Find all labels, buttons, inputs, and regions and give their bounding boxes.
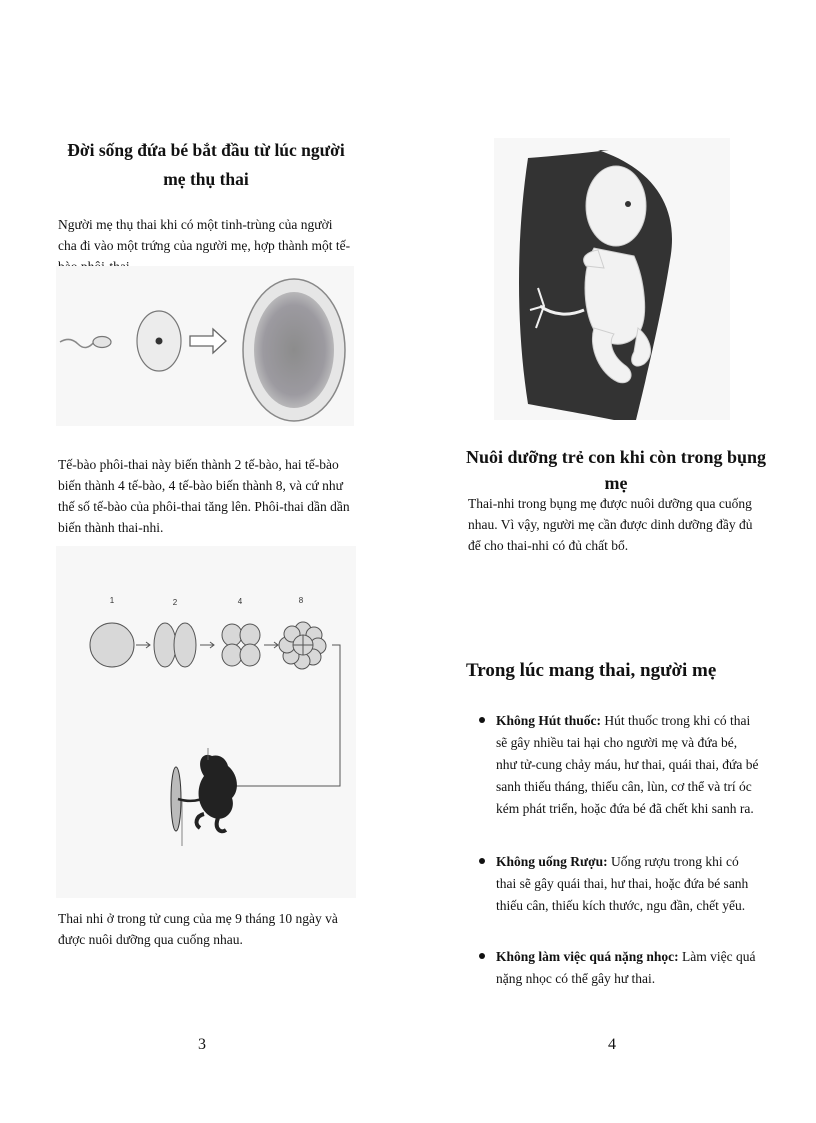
list-item (474, 710, 760, 820)
bullet-icon (479, 717, 485, 723)
division-label-1: 1 (109, 596, 115, 605)
page-number-right: 4 (608, 1036, 616, 1053)
bullet-label: Không uống Rượu: (496, 854, 608, 869)
fetus-caption: Thai nhi ở trong tử cung của mẹ 9 tháng 10 ngày và được nuôi dưỡng qua cuống nhau. (58, 911, 338, 947)
list-item (474, 946, 760, 990)
egg-cell-icon (137, 311, 181, 371)
bullet-text: Làm việc quá nặng nhọc có thể gây hư thai. (496, 949, 756, 986)
bullet-label: Không Hút thuốc: (496, 713, 602, 728)
bullet-text: Hút thuốc trong khi có thai sẽ gây nhiều tai hại cho người mẹ và đứa bé, như tử-cung chảy máu, hư thai, quái thai, đứa bé sanh thiếu tháng, thiếu cân, lùn, cơ thể và trí óc kém phát triển, hoặc đứa bé đã chết khi sanh ra. (496, 713, 759, 816)
fertilization-illustration (56, 266, 354, 426)
zygote-cell-icon (243, 279, 345, 421)
bullet-label: Không làm việc quá nặng nhọc: (496, 949, 679, 964)
pregnant-belly-illustration (494, 138, 730, 420)
division-label-4: 4 (237, 597, 243, 606)
bullet-text: Uống rượu trong khi có thai sẽ gây quái thai, hư thai, hoặc đứa bé sanh thiếu cân, thiếu kích thước, ngu đần, chết yểu. (496, 854, 749, 913)
section-pregnancy-title: Trong lúc mang thai, người mẹ (466, 660, 717, 681)
bullet-icon (479, 858, 485, 864)
cell-division-illustration (56, 546, 356, 898)
division-paragraph: Tế-bào phôi-thai này biến thành 2 tế-bào, hai tế-bào biến thành 4 tế-bào, 4 tế-bào biến thành 8, và cứ như thế số tế-bào của phôi-thai tăng lên. Phôi-thai dần dần biến thành thai-nhi. (58, 457, 350, 535)
section-nourishment-text: Thai-nhi trong bụng mẹ được nuôi dưỡng qua cuống nhau. Vì vậy, người mẹ cần được dinh dưỡng đầy đủ để cho thai-nhi có đủ chất bổ. (468, 496, 753, 553)
list-item (474, 851, 760, 917)
page-number-left: 3 (198, 1036, 206, 1053)
cell-stage-1 (90, 623, 134, 667)
intro-paragraph: Người mẹ thụ thai khi có một tinh-trùng của người cha đi vào một trứng của người mẹ, hợp thành một tế- (58, 217, 351, 253)
division-label-8: 8 (298, 596, 304, 605)
division-label-2: 2 (172, 598, 178, 607)
bullet-icon (479, 953, 485, 959)
cell-stage-8 (279, 622, 326, 669)
left-page-title: Đời sống đứa bé bắt đầu từ lúc người mẹ thụ thai (67, 140, 345, 189)
section-nourishment-title: Nuôi dưỡng trẻ con khi còn trong bụng mẹ (466, 447, 766, 493)
